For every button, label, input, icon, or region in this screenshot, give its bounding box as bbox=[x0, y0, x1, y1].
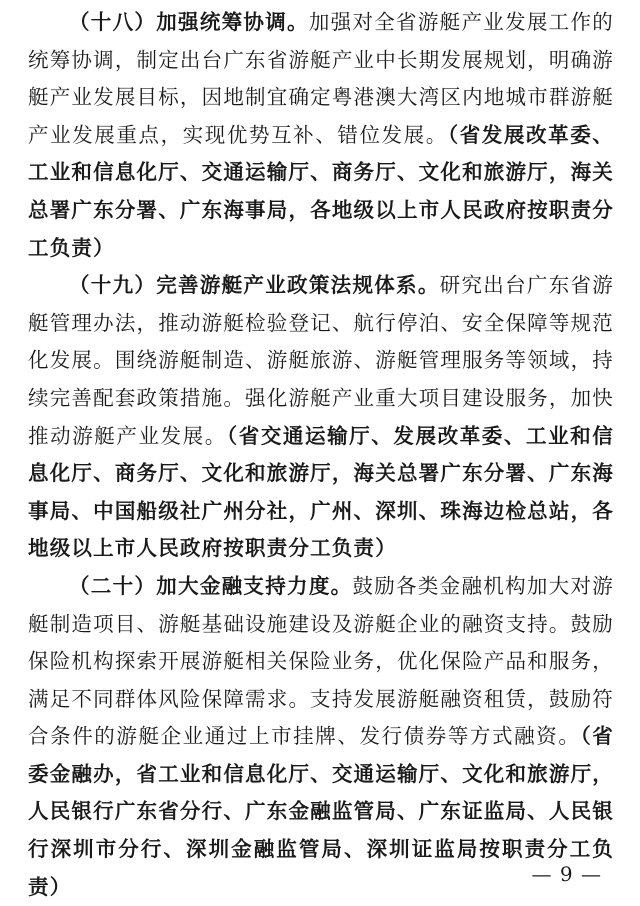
section-heading: （十八）加强统筹协调。 bbox=[69, 10, 309, 34]
responsibility-note: （省发展改革委、工业和信息化厅、交通运输厅、商务厅、文化和旅游厅，海关总署广东分署、广东海事局，各地级以上市人民政府按职责分工负责） bbox=[28, 122, 614, 260]
section-heading: （十九）完善游艇产业政策法规体系。 bbox=[69, 273, 440, 298]
document-page bbox=[28, 4, 614, 906]
section-19 bbox=[28, 267, 614, 568]
section-heading: （二十）加大金融支持力度。 bbox=[69, 573, 353, 598]
section-body: 加强对全省游艇产业发展工作的统筹协调，制定出台广东省游艇产业中长期发展规划，明确游艇产业发展目标，因地制宜确定粤港澳大湾区内地城市群游艇产业发展重点，实现优势互补、错位发展。 bbox=[28, 10, 614, 147]
section-body: 鼓励各类金融机构加大对游艇制造项目、游艇基础设施建设及游艇企业的融资支持。鼓励保险机构探索开展游艇相关保险业务，优化保险产品和服务，满足不同群体风险保障需求。支持发展游艇融资租赁，鼓励符合条件的游艇企业通过上市挂牌、发行债券等方式融资。 bbox=[28, 573, 614, 749]
section-body: 研究出台广东省游艇管理办法，推动游艇检验登记、航行停泊、安全保障等规范化发展。围绕游艇制造、游艇旅游、游艇管理服务等领域，持续完善配套政策措施。强化游艇产业重大项目建设服务，加快推动游艇产业发展。 bbox=[28, 273, 614, 448]
page-number: — 9 — bbox=[531, 862, 602, 886]
section-20 bbox=[28, 568, 614, 906]
responsibility-note: （省委金融办，省工业和信息化厅、交通运输厅、文化和旅游厅，人民银行广东省分行、广东金融监管局、广东证监局、人民银行深圳市分行、深圳金融监管局、深圳证监局按职责分工负责） bbox=[28, 724, 615, 899]
responsibility-note: （省交通运输厅、发展改革委、工业和信息化厅、商务厅、文化和旅游厅，海关总署广东分署、广东海事局、中国船级社广州分社，广州、深圳、珠海边检总站，各地级以上市人民政府按职责分工负责） bbox=[28, 423, 614, 561]
section-18 bbox=[28, 4, 614, 267]
